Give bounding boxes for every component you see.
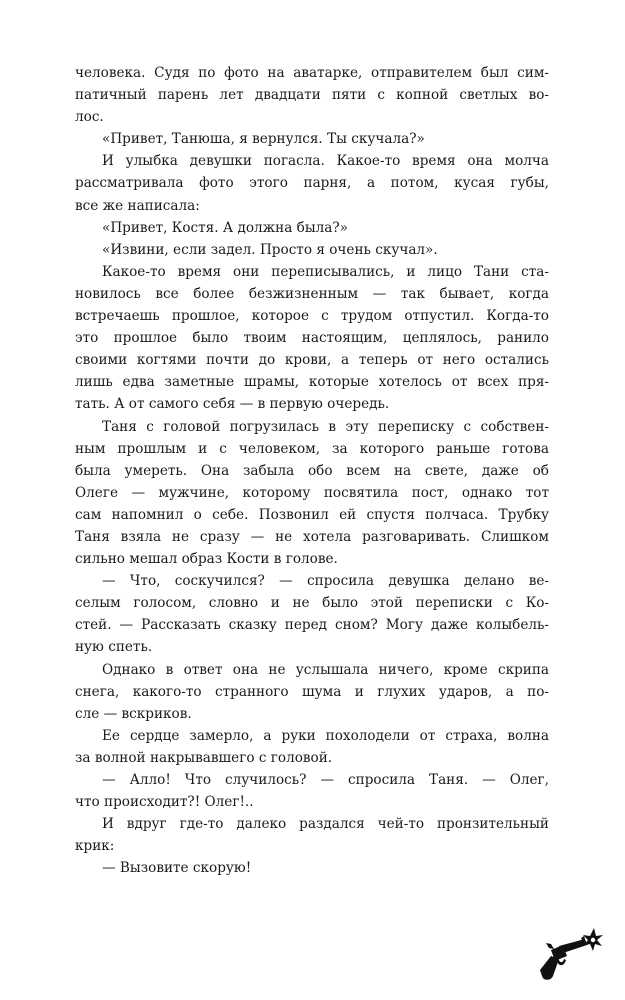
- text-line: стей. — Рассказать сказку перед сном? Могу даже колыбель-: [75, 617, 549, 634]
- text-line: новилось все более безжизненным — так бывает, когда: [75, 285, 549, 302]
- text-line: человека. Судя по фото на аватарке, отправителем был сим-: [75, 65, 549, 81]
- text-line: встречаешь прошлое, которое с трудом отпустил. Когда-то: [75, 308, 549, 325]
- text-line: это прошлое было твоим настоящим, цеплялось, ранило: [75, 330, 549, 347]
- text-line: была умереть. Она забыла обо всем на свете, даже об: [75, 462, 549, 479]
- text-line: за волной накрывавшего с головой.: [75, 749, 333, 766]
- text-line: крик:: [75, 838, 115, 855]
- text-line: Таня с головой погрузилась в эту переписку с собствен-: [102, 418, 549, 435]
- text-line: — Алло! Что случилось? — спросила Таня. — Олег,: [102, 772, 549, 788]
- text-line: тать. А от самого себя — в первую очередь.: [75, 396, 390, 413]
- text-line: Ее сердце замерло, а руки похолодели от страха, волна: [102, 727, 549, 744]
- text-line: — Что, соскучился? — спросила девушка делано ве-: [102, 573, 549, 590]
- text-line: своими когтями почти до крови, а теперь от него остались: [75, 352, 549, 369]
- text-line: Однако в ответ она не услышала ничего, кроме скрипа: [102, 661, 549, 678]
- text-line: «Привет, Танюша, я вернулся. Ты скучала?»: [102, 131, 425, 148]
- text-line: сам напомнил о себе. Позвонил ей спустя полчаса. Трубку: [75, 506, 549, 523]
- revolver-icon: [537, 926, 603, 984]
- text-line: что происходит?! Олег!..: [75, 794, 254, 811]
- text-line: ным прошлым и с человеком, за которого раньше готова: [75, 440, 549, 457]
- text-line: селым голосом, словно и не было этой переписки с Ко-: [75, 595, 549, 612]
- text-line: сильно мешал образ Кости в голове.: [75, 551, 338, 568]
- text-line: Таня взяла не сразу — не хотела разговаривать. Слишком: [75, 528, 549, 545]
- text-line: лос.: [75, 109, 104, 126]
- text-line: сле — вскриков.: [75, 705, 192, 722]
- text-line: — Вызовите скорую!: [102, 860, 252, 877]
- text-line: Олеге — мужчине, которому посвятила пост, однако тот: [75, 484, 549, 501]
- text-line: снега, какого-то странного шума и глухих ударов, а по-: [75, 683, 549, 700]
- text-line: «Привет, Костя. А должна была?»: [102, 219, 348, 236]
- text-line: И улыбка девушки погасла. Какое-то время она молча: [102, 153, 549, 170]
- muzzle-flash-icon: [583, 928, 603, 951]
- text-line: Какое-то время они переписывались, и лицо Тани ста-: [102, 263, 549, 280]
- text-line: лишь едва заметные шрамы, которые хотелось от всех пря-: [75, 374, 549, 391]
- text-line: все же написала:: [75, 197, 200, 214]
- page-text: [75, 62, 549, 879]
- text-line: патичный парень лет двадцати пяти с копной светлых во-: [75, 87, 549, 104]
- text-line: И вдруг где-то далеко раздался чей-то пронзительный: [102, 816, 549, 833]
- text-line: «Извини, если задел. Просто я очень скучал».: [102, 241, 438, 258]
- text-line: ную спеть.: [75, 639, 153, 656]
- text-line: рассматривала фото этого парня, а потом, кусая губы,: [75, 175, 549, 192]
